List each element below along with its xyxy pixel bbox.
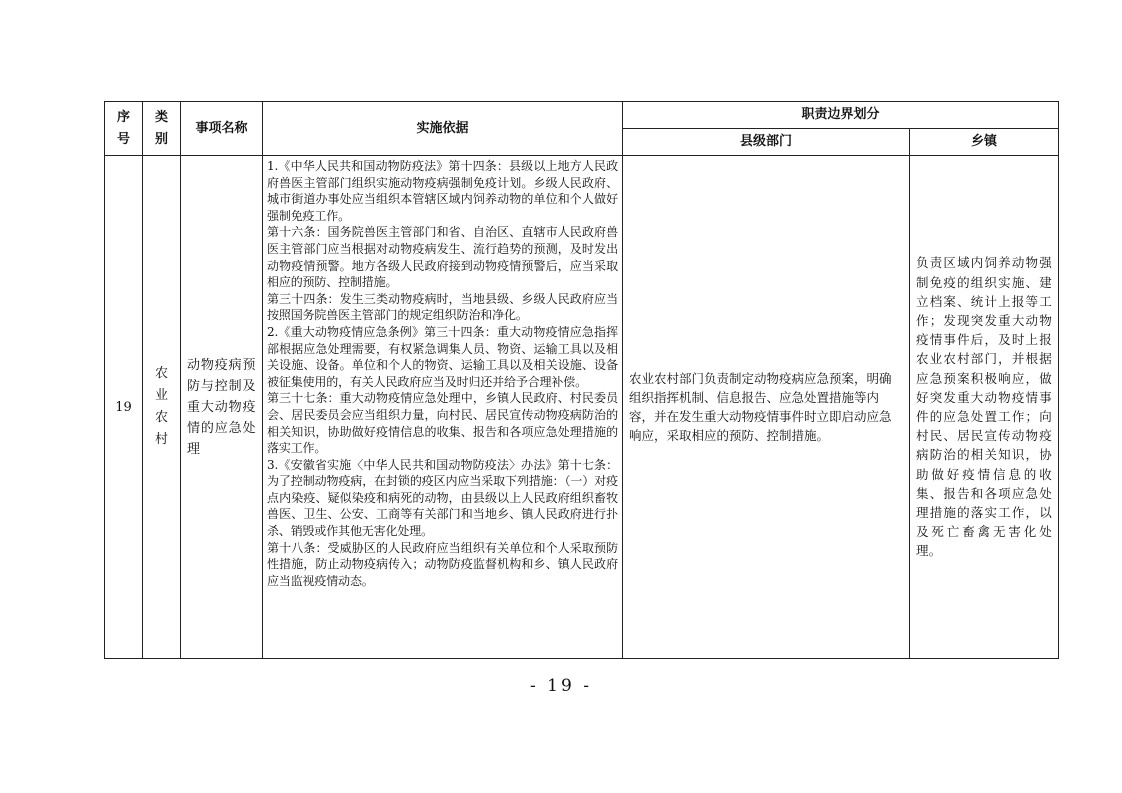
responsibility-table <box>104 101 1059 659</box>
page-number: - 19 - <box>530 676 592 696</box>
basis-paragraph: 第十六条：国务院兽医主管部门和省、自治区、直辖市人民政府兽医主管部门应当根据对动物疫病发生、流行趋势的预测，及时发出动物疫情预警。地方各级人民政府接到动物疫情预警后，应当采取相应的预防、控制措施。 <box>267 225 618 290</box>
basis-paragraph: 1.《中华人民共和国动物防疫法》第十四条：县级以上地方人民政府兽医主管部门组织实施动物疫病强制免疫计划。乡级人民政府、城市街道办事处应当组织本管辖区域内饲养动物的单位和个人做好强制免疫工作。 <box>267 159 618 223</box>
header-category: 类别 <box>143 102 181 156</box>
basis-paragraph: 第三十四条：发生三类动物疫病时，当地县级、乡级人民政府应当按照国务院兽医主管部门的规定组织防治和净化。 <box>267 291 618 323</box>
row-county-dept: 农业农村部门负责制定动物疫病应急预案，明确组织指挥机制、信息报告、应急处置措施等内容，并在发生重大动物疫情事件时立即启动应急响应，采取相应的预防、控制措施。 <box>623 156 910 659</box>
row-item-name: 动物疫病预防与控制及重大动物疫情的应急处理 <box>181 156 263 659</box>
basis-paragraph: 第三十七条：重大动物疫情应急处理中，乡镇人民政府、村民委员会、居民委员会应当组织力量，向村民、居民宣传动物疫病防治的相关知识，协助做好疫情信息的收集、报告和各项应急处理措施的落实工作。 <box>267 391 618 456</box>
row-township: 负责区域内饲养动物强制免疫的组织实施、建立档案、统计上报等工作；发现突发重大动物疫情事件后，及时上报农业农村部门，并根据应急预案积极响应，做好突发重大动物疫情事件的应急处置工作；向村民、居民宣传动物疫病防治的相关知识，协助做好疫情信息的收集、报告和各项应急处理措施的落实工作，以及死亡畜禽无害化处理。 <box>910 156 1059 659</box>
row-basis <box>263 156 623 659</box>
basis-paragraph: 第十八条：受威胁区的人民政府应当组织有关单位和个人采取预防性措施，防止动物疫病传入；动物防疫监督机构和乡、镇人民政府应当监视疫情动态。 <box>267 540 618 588</box>
header-responsibility: 职责边界划分 <box>623 102 1059 129</box>
header-township: 乡镇 <box>910 129 1059 156</box>
header-county-dept: 县级部门 <box>623 129 910 156</box>
header-basis: 实施依据 <box>263 102 623 156</box>
row-seq: 19 <box>105 156 143 659</box>
header-seq: 序号 <box>105 102 143 156</box>
row-category: 农业农村 <box>143 156 181 659</box>
basis-paragraph: 3.《安徽省实施〈中华人民共和国动物防疫法〉办法》第十七条：为了控制动物疫病，在封锁的疫区内应当采取下列措施：（一）对疫点内染疫、疑似染疫和病死的动物，由县级以上人民政府组织畜牧兽医、卫生、公安、工商等有关部门和当地乡、镇人民政府进行扑杀、销毁或作其他无害化处理。 <box>267 457 618 539</box>
table-row <box>105 156 1059 659</box>
basis-paragraph: 2.《重大动物疫情应急条例》第三十四条：重大动物疫情应急指挥部根据应急处理需要，有权紧急调集人员、物资、运输工具以及相关设施、设备。单位和个人的物资、运输工具以及相关设施、设备被征集使用的，有关人民政府应当及时归还并给予合理补偿。 <box>267 324 618 389</box>
header-item-name: 事项名称 <box>181 102 263 156</box>
